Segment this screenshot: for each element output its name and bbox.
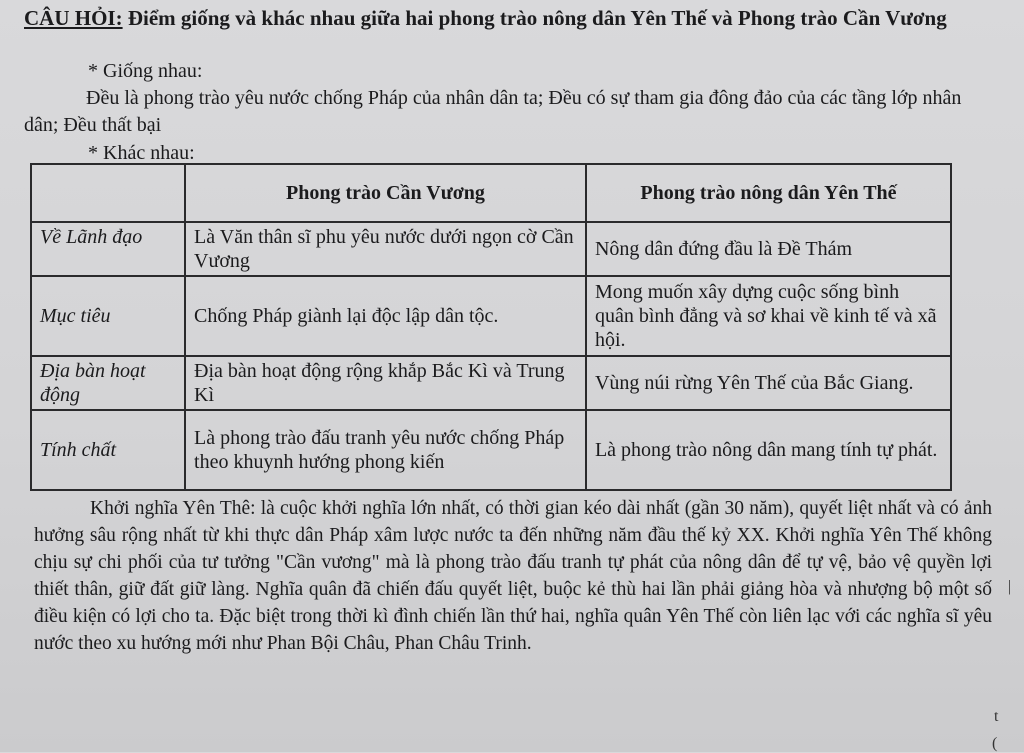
yen-the-summary-paragraph: Khởi nghĩa Yên Thê: là cuộc khởi nghĩa lớn nhất, có thời gian kéo dài nhất (gần 30 năm), quyết liệt nhất và có ảnh hưởng sâu rộng nhất từ khi thực dân Pháp xâm lược nước ta đến những năm đầu thế kỷ XX. Khởi nghĩa Yên Thế không chịu sự chi phối của tư tưởng "Cần vương" mà là phong trào đấu tranh tự phát của nông dân để tự vệ, bảo vệ quyền lợi thiết thân, giữ đất giữ làng. Nghĩa quân đã chiến đấu quyết liệt, buộc kẻ thù hai lần phải giảng hòa và nhượng bộ một số điều kiện có lợi cho ta. Đặc biệt trong thời kì đình chiến lần thứ hai, nghĩa quân Yên Thế còn liên lạc với các nghĩa sĩ yêu nước theo xu hướng mới như Phan Bội Châu, Phan Châu Trinh. (34, 498, 992, 654)
question-label: CÂU HỎI: (24, 6, 123, 30)
margin-mark: | (1008, 578, 1012, 595)
cell-yen-the: Vùng núi rừng Yên Thế của Bắc Giang. (586, 356, 951, 410)
differences-heading: * Khác nhau: (88, 142, 195, 164)
comparison-table (30, 163, 952, 491)
row-label: Mục tiêu (31, 276, 185, 356)
table-header-can-vuong: Phong trào Cần Vương (185, 164, 586, 222)
cell-yen-the: Là phong trào nông dân mang tính tự phát. (586, 410, 951, 490)
cell-can-vuong: Địa bàn hoạt động rộng khắp Bắc Kì và Trung Kì (185, 356, 586, 410)
row-label: Địa bàn hoạt động (31, 356, 185, 410)
margin-mark: t (994, 708, 999, 725)
cell-can-vuong: Chống Pháp giành lại độc lập dân tộc. (185, 276, 586, 356)
cell-yen-the: Mong muốn xây dựng cuộc sống bình quân bình đẳng và sơ khai về kinh tế và xã hội. (586, 276, 951, 356)
similarities-body: Đều là phong trào yêu nước chống Pháp của nhân dân ta; Đều có sự tham gia đông đảo của các tầng lớp nhân dân; Đều thất bại (24, 87, 962, 136)
table-row (31, 276, 951, 356)
table-header-row (31, 164, 951, 222)
table-row (31, 356, 951, 410)
question-text: Điểm giống và khác nhau giữa hai phong trào nông dân Yên Thế và Phong trào Cần Vương (122, 6, 947, 30)
row-label: Tính chất (31, 410, 185, 490)
table-row (31, 410, 951, 490)
table-header-empty (31, 164, 185, 222)
similarities-heading: * Giống nhau: (88, 60, 203, 82)
table-row (31, 222, 951, 276)
cell-can-vuong: Là phong trào đấu tranh yêu nước chống Pháp theo khuynh hướng phong kiến (185, 410, 586, 490)
row-label: Về Lãnh đạo (31, 222, 185, 276)
cell-yen-the: Nông dân đứng đầu là Đề Thám (586, 222, 951, 276)
cell-can-vuong: Là Văn thân sĩ phu yêu nước dưới ngọn cờ Cần Vương (185, 222, 586, 276)
table-header-yen-the: Phong trào nông dân Yên Thế (586, 164, 951, 222)
question-title (24, 4, 999, 32)
margin-mark: ( (992, 735, 998, 752)
